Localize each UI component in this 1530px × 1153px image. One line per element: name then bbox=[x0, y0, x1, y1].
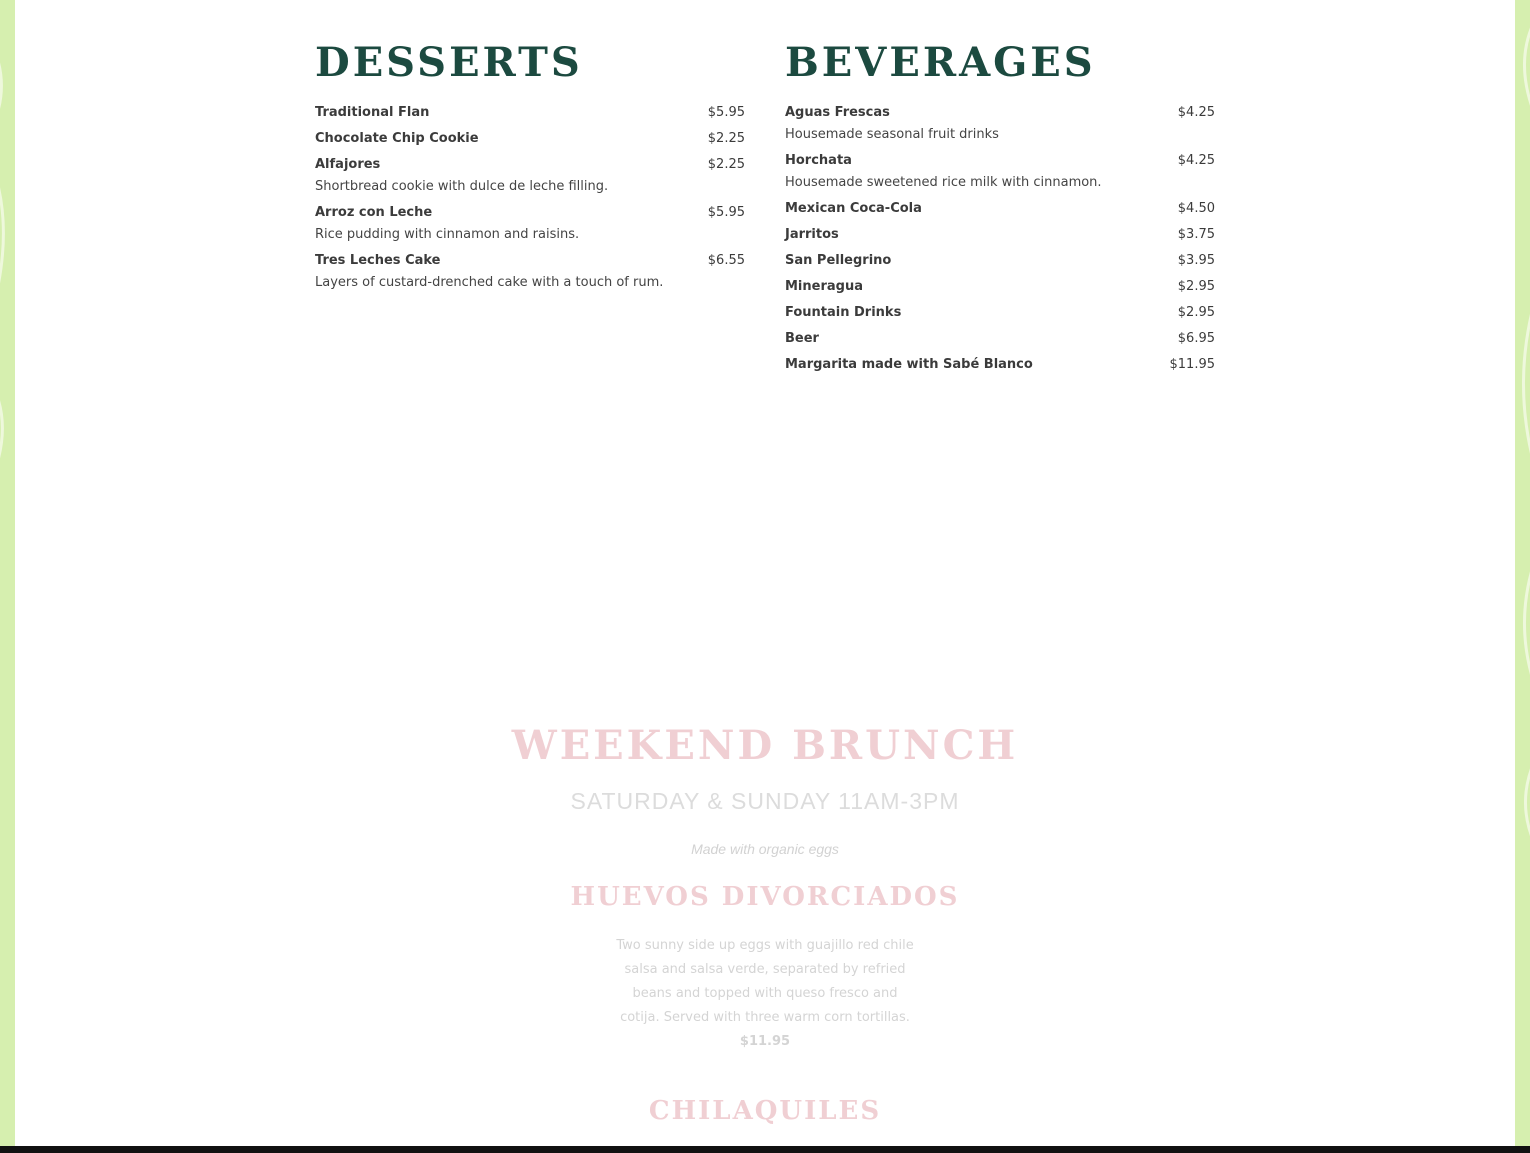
menu-item-price: $2.25 bbox=[707, 157, 745, 172]
menu-item bbox=[315, 100, 745, 126]
desserts-title: DESSERTS bbox=[315, 39, 583, 86]
beverages-section bbox=[785, 40, 1215, 378]
menu-item bbox=[785, 326, 1215, 352]
menu-item bbox=[785, 300, 1215, 326]
menu-item-row bbox=[315, 152, 745, 178]
dish-price-huevos-divorciados: $11.95 bbox=[739, 1034, 791, 1049]
menu-item-description: Rice pudding with cinnamon and raisins. bbox=[315, 227, 580, 242]
menu-item bbox=[315, 248, 745, 296]
bottom-bar bbox=[0, 1146, 1530, 1153]
menu-item-price: $6.55 bbox=[707, 253, 745, 268]
menu-item-row bbox=[785, 248, 1215, 274]
menu-item-description: Shortbread cookie with dulce de leche filling. bbox=[315, 179, 609, 194]
dish-desc-huevos-divorciados: Two sunny side up eggs with guajillo red chile salsa and salsa verde, separated by refried beans and topped with queso fresco and cotija. Served with three warm corn tortillas. bbox=[616, 938, 914, 1025]
menu-item-row bbox=[785, 274, 1215, 300]
menu-item-name: Traditional Flan bbox=[315, 105, 430, 120]
menu-item-row bbox=[785, 148, 1215, 174]
menu-item-name: Chocolate Chip Cookie bbox=[315, 131, 479, 146]
menu-item-name: Alfajores bbox=[315, 157, 381, 172]
menu-item-row bbox=[785, 326, 1215, 352]
menu-item-row bbox=[785, 196, 1215, 222]
menu-item-name: San Pellegrino bbox=[785, 253, 892, 268]
menu-item-description: Housemade sweetened rice milk with cinnamon. bbox=[785, 175, 1102, 190]
menu-item-row bbox=[315, 126, 745, 152]
menu-item-name: Mineragua bbox=[785, 279, 863, 294]
menu-item-price: $2.95 bbox=[1177, 305, 1215, 320]
right-decorative-border bbox=[1515, 0, 1530, 1146]
menu-item bbox=[785, 248, 1215, 274]
menu-item bbox=[785, 222, 1215, 248]
menu-item-price: $4.50 bbox=[1177, 201, 1215, 216]
menu-item-description: Layers of custard-drenched cake with a touch of rum. bbox=[315, 275, 664, 290]
menu-item-description: Housemade seasonal fruit drinks bbox=[785, 127, 999, 142]
leaf-pattern-left bbox=[0, 0, 15, 1146]
menu-item-name: Tres Leches Cake bbox=[315, 253, 441, 268]
menu-item-row bbox=[315, 200, 745, 226]
menu-item-row bbox=[315, 248, 745, 274]
menu-item-name: Mexican Coca-Cola bbox=[785, 201, 922, 216]
menu-item-price: $2.25 bbox=[707, 131, 745, 146]
beverages-title: BEVERAGES bbox=[785, 39, 1096, 86]
menu-item-name: Arroz con Leche bbox=[315, 205, 433, 220]
menu-item bbox=[785, 196, 1215, 222]
menu-item-name: Horchata bbox=[785, 153, 852, 168]
menu-item-name: Margarita made with Sabé Blanco bbox=[785, 357, 1033, 372]
brunch-hours: SATURDAY & SUNDAY 11AM-3PM bbox=[570, 788, 960, 814]
left-decorative-border bbox=[0, 0, 15, 1146]
menu-item-name: Fountain Drinks bbox=[785, 305, 902, 320]
menu-item-price: $6.95 bbox=[1177, 331, 1215, 346]
menu-item bbox=[315, 152, 745, 200]
menu-item-row bbox=[785, 100, 1215, 126]
desserts-list bbox=[315, 100, 745, 296]
menu-item bbox=[785, 148, 1215, 196]
dish-title-huevos-divorciados: HUEVOS DIVORCIADOS bbox=[570, 882, 960, 912]
menu-item bbox=[315, 200, 745, 248]
leaf-pattern-right bbox=[1515, 0, 1530, 1146]
menu-item-price: $4.25 bbox=[1177, 105, 1215, 120]
menu-item-name: Aguas Frescas bbox=[785, 105, 890, 120]
menu-item-name: Beer bbox=[785, 331, 819, 346]
menu-item-row bbox=[315, 100, 745, 126]
menu-item bbox=[785, 100, 1215, 148]
menu-item-row bbox=[785, 300, 1215, 326]
menu-item-price: $11.95 bbox=[1169, 357, 1215, 372]
dish-title-chilaquiles: CHILAQUILES bbox=[648, 1096, 882, 1126]
menu-item-row bbox=[785, 352, 1215, 378]
brunch-note: Made with organic eggs bbox=[691, 841, 839, 857]
menu-item-name: Jarritos bbox=[785, 227, 839, 242]
brunch-title: WEEKEND BRUNCH bbox=[511, 722, 1019, 769]
menu-item bbox=[785, 352, 1215, 378]
menu-item-price: $3.75 bbox=[1177, 227, 1215, 242]
menu-item bbox=[785, 274, 1215, 300]
menu-item-price: $2.95 bbox=[1177, 279, 1215, 294]
menu-item-price: $4.25 bbox=[1177, 153, 1215, 168]
desserts-section bbox=[315, 40, 745, 296]
menu-item-row bbox=[785, 222, 1215, 248]
menu-item-price: $3.95 bbox=[1177, 253, 1215, 268]
menu-item-price: $5.95 bbox=[707, 105, 745, 120]
menu-item bbox=[315, 126, 745, 152]
beverages-list bbox=[785, 100, 1215, 378]
menu-item-price: $5.95 bbox=[707, 205, 745, 220]
menu-page bbox=[15, 0, 1515, 1146]
